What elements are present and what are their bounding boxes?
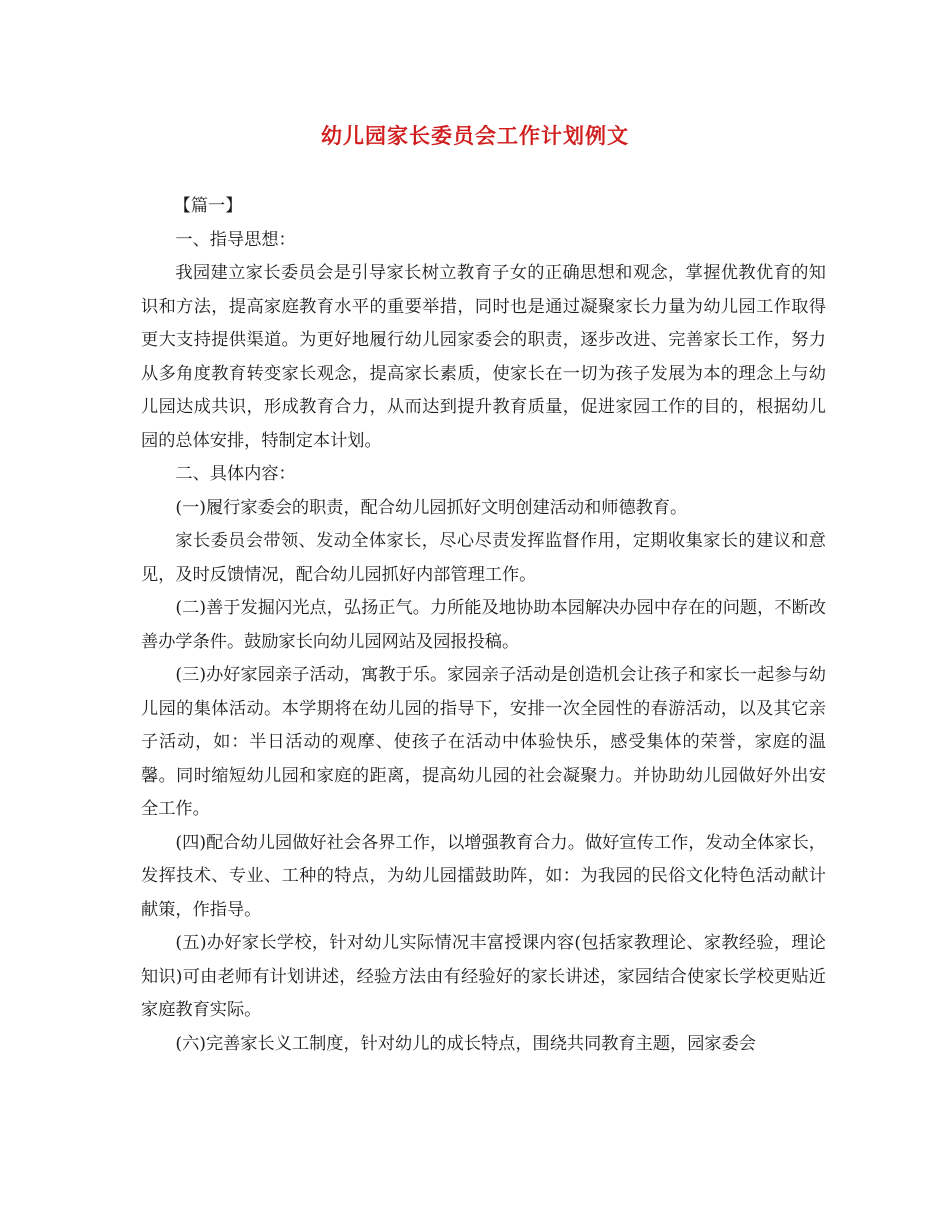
- paragraph-item-1-detail: 家长委员会带领、发动全体家长，尽心尽责发挥监督作用，定期收集家长的建议和意见，及时反馈情况，配合幼儿园抓好内部管理工作。: [141, 531, 826, 585]
- section-heading-part-one: 【篇一】: [173, 196, 243, 216]
- paragraph-item-1: (一)履行家委会的职责，配合幼儿园抓好文明创建活动和师德教育。: [175, 497, 688, 518]
- document-body: [141, 190, 826, 1061]
- paragraph-item-3: (三)办好家园亲子活动，寓教于乐。家园亲子活动是创造机会让孩子和家长一起参与幼儿园的集体活动。本学期将在幼儿园的指导下，安排一次全园性的春游活动，以及其它亲子活动，如：半日活动的观摩、使孩子在活动中体验快乐，感受集体的荣誉，家庭的温馨。同时缩短幼儿园和家庭的距离，提高幼儿园的社会凝聚力。并协助幼儿园做好外出安全工作。: [141, 665, 826, 819]
- paragraph-item-2: (二)善于发掘闪光点，弘扬正气。力所能及地协助本园解决办园中存在的问题，不断改善办学条件。鼓励家长向幼儿园网站及园报投稿。: [141, 598, 826, 652]
- paragraph-item-6: (六)完善家长义工制度，针对幼儿的成长特点，围绕共同教育主题，园家委会: [175, 1033, 756, 1054]
- paragraph-item-4: (四)配合幼儿园做好社会各界工作，以增强教育合力。做好宣传工作，发动全体家长，发挥技术、专业、工种的特点，为幼儿园擂鼓助阵，如：为我园的民俗文化特色活动献计献策，作指导。: [141, 832, 826, 920]
- paragraph-item-5: (五)办好家长学校，针对幼儿实际情况丰富授课内容(包括家教理论、家教经验，理论知识)可由老师有计划讲述，经验方法由有经验好的家长讲述，家园结合使家长学校更贴近家庭教育实际。: [141, 933, 826, 1020]
- document-title: 幼儿园家长委员会工作计划例文: [321, 124, 629, 148]
- paragraph-guiding-thought: 我园建立家长委员会是引导家长树立教育子女的正确思想和观念，掌握优教优育的知识和方法，提高家庭教育水平的重要举措，同时也是通过凝聚家长力量为幼儿园工作取得更大支持提供渠道。为更好地履行幼儿园家委会的职责，逐步改进、完善家长工作，努力从多角度教育转变家长观念，提高家长素质，使家长在一切为孩子发展为本的理念上与幼儿园达成共识，形成教育合力，从而达到提升教育质量，促进家园工作的目的，根据幼儿园的总体安排，特制定本计划。: [141, 263, 826, 451]
- heading-guiding-thought: 一、指导思想：: [175, 229, 296, 250]
- heading-specific-content: 二、具体内容：: [175, 464, 296, 484]
